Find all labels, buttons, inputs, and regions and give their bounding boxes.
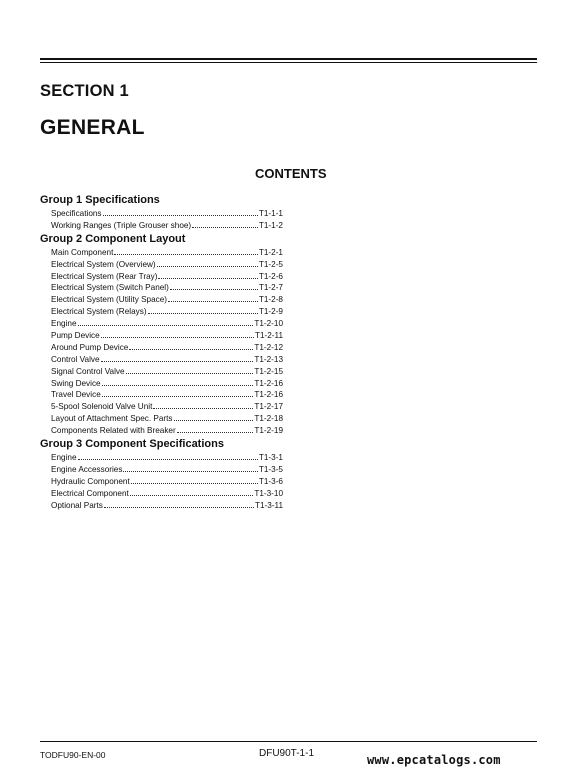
toc-entry-title: Engine Accessories — [51, 464, 123, 474]
toc-group-heading: Group 1 Specifications — [40, 194, 160, 206]
toc-entry[interactable] — [51, 463, 283, 475]
watermark: www.epcatalogs.com — [367, 753, 501, 767]
toc-entry-page: T1-2-15 — [254, 366, 283, 376]
dot-leader — [174, 412, 254, 421]
toc-entry[interactable] — [51, 293, 283, 305]
toc-group — [40, 233, 283, 436]
page-number: DFU90T-1-1 — [259, 748, 315, 759]
toc-entry-title: Optional Parts — [51, 500, 103, 510]
toc-entry-title: Control Valve — [51, 354, 100, 364]
toc-entry-title: Electrical System (Rear Tray) — [51, 271, 158, 281]
toc-entry-title: Electrical Component — [51, 488, 129, 498]
toc-entry[interactable] — [51, 388, 283, 400]
toc-entry[interactable] — [51, 475, 283, 487]
toc-entry-page: T1-3-5 — [258, 464, 283, 474]
dot-leader — [123, 463, 257, 472]
toc-entry-page: T1-1-1 — [258, 209, 283, 218]
dot-leader — [78, 317, 254, 326]
toc-entry-page: T1-2-17 — [254, 402, 283, 412]
toc-entry[interactable] — [51, 377, 283, 389]
toc-entry-title: Travel Device — [51, 390, 101, 400]
toc-entry-title: Engine — [51, 453, 77, 463]
dot-leader — [126, 365, 254, 374]
toc-entry[interactable] — [51, 246, 283, 258]
toc-group — [40, 438, 283, 510]
toc-entry-title: Components Related with Breaker — [51, 426, 176, 436]
toc-entry-page: T1-2-1 — [258, 247, 283, 257]
dot-leader — [103, 207, 258, 216]
dot-leader — [101, 329, 254, 338]
dot-leader — [158, 270, 257, 279]
dot-leader — [130, 487, 254, 496]
section-label: SECTION 1 — [40, 82, 129, 100]
dot-leader — [157, 258, 258, 267]
toc-entry[interactable] — [51, 499, 283, 511]
toc-entry-title: 5-Spool Solenoid Valve Unit — [51, 402, 153, 412]
toc-entry[interactable] — [51, 270, 283, 282]
toc-entry[interactable] — [51, 451, 283, 463]
toc-entry-title: Pump Device — [51, 331, 100, 341]
toc-entry-page: T1-3-10 — [254, 488, 283, 498]
top-rule — [40, 58, 537, 63]
toc-entry-page: T1-2-9 — [258, 307, 283, 317]
toc-entry-page: T1-2-11 — [254, 331, 283, 341]
toc-entry-page: T1-2-13 — [254, 354, 283, 364]
toc-entry[interactable] — [51, 424, 283, 436]
toc-entry-title: Signal Control Valve — [51, 366, 125, 376]
dot-leader — [101, 353, 254, 362]
toc-entry-title: Swing Device — [51, 378, 101, 388]
contents-heading: CONTENTS — [255, 166, 327, 181]
toc-entry-title: Layout of Attachment Spec. Parts — [51, 414, 173, 424]
toc-entry-title: Hydraulic Component — [51, 476, 130, 486]
toc-entry-page: T1-2-12 — [254, 342, 283, 352]
toc-entry-title: Electrical System (Relays) — [51, 307, 147, 317]
toc-entry-page: T1-2-18 — [254, 414, 283, 424]
dot-leader — [129, 341, 253, 350]
toc-entry-title: Main Component — [51, 247, 114, 257]
dot-leader — [114, 246, 258, 255]
toc-entry-title: Electrical System (Switch Panel) — [51, 283, 169, 293]
toc-entry-page: T1-1-2 — [258, 220, 283, 230]
toc-entry-page: T1-3-1 — [258, 453, 283, 463]
dot-leader — [168, 293, 258, 302]
dot-leader — [148, 305, 258, 314]
toc-entry-page: T1-2-6 — [258, 271, 283, 281]
toc-entry-page: T1-2-19 — [254, 426, 283, 436]
toc-entry[interactable] — [51, 487, 283, 499]
toc-group-heading: Group 2 Component Layout — [40, 232, 186, 245]
dot-leader — [104, 499, 254, 508]
toc-entry-page: T1-2-16 — [254, 378, 283, 388]
toc-entry-page: T1-3-11 — [254, 500, 283, 510]
dot-leader — [78, 451, 258, 460]
toc-entry-page: T1-2-7 — [258, 283, 283, 293]
toc-entry-title: Engine — [51, 319, 77, 329]
section-title: GENERAL — [40, 116, 145, 139]
toc-entry[interactable] — [51, 305, 283, 317]
toc-entry[interactable] — [51, 353, 283, 365]
toc-entry[interactable] — [51, 329, 283, 341]
toc-entry[interactable] — [51, 258, 283, 270]
toc-entry[interactable] — [51, 281, 283, 293]
toc-entry-title: Specifications — [51, 209, 102, 218]
toc-entry-page: T1-2-16 — [254, 390, 283, 400]
footer-rule — [40, 741, 537, 742]
dot-leader — [131, 475, 258, 484]
dot-leader — [102, 388, 254, 397]
toc-entry[interactable] — [51, 365, 283, 377]
toc-entry-page: T1-2-5 — [258, 259, 283, 269]
toc-entry-page: T1-2-10 — [254, 319, 283, 329]
document-code: TODFU90-EN-00 — [40, 750, 106, 760]
dot-leader — [170, 281, 258, 290]
toc-group — [40, 194, 283, 231]
toc-entry-title: Electrical System (Utility Space) — [51, 295, 168, 305]
dot-leader — [153, 400, 253, 409]
toc-entry-page: T1-2-8 — [258, 295, 283, 305]
table-of-contents — [40, 193, 283, 510]
toc-entry-title: Around Pump Device — [51, 342, 129, 352]
dot-leader — [192, 219, 258, 228]
dot-leader — [177, 424, 254, 433]
toc-entry[interactable] — [51, 400, 283, 412]
dot-leader — [102, 377, 254, 386]
toc-entry-title: Working Ranges (Triple Grouser shoe) — [51, 220, 192, 230]
toc-entry-page: T1-3-6 — [258, 476, 283, 486]
toc-entry[interactable] — [51, 317, 283, 329]
toc-group-heading: Group 3 Component Specifications — [40, 438, 224, 451]
toc-entry-title: Electrical System (Overview) — [51, 259, 156, 269]
toc-entry[interactable] — [51, 207, 283, 219]
toc-entry[interactable] — [51, 412, 283, 424]
toc-entry[interactable] — [51, 219, 283, 231]
toc-entry[interactable] — [51, 341, 283, 353]
